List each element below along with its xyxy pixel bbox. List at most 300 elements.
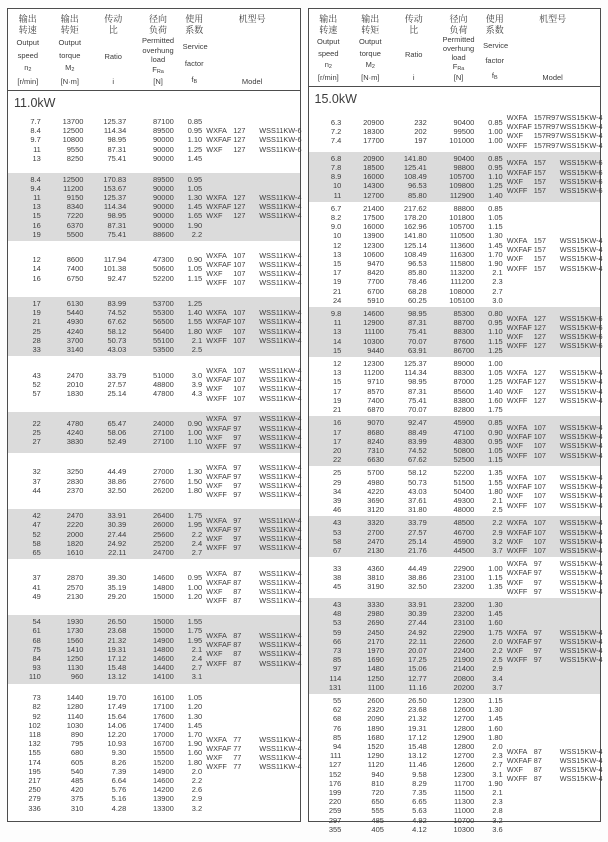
output-speed-cell: 9.0: [330, 222, 342, 232]
output-torque-cell: 2320: [367, 705, 384, 715]
table-row: [309, 797, 507, 806]
ratio-cell: 67.62: [407, 455, 427, 465]
table-row: [309, 309, 507, 318]
output-speed-cell: 21: [333, 286, 342, 296]
model-designation: [506, 518, 603, 528]
overhung-load-cell: 109800: [449, 181, 475, 191]
ratio-cell: 74.52: [107, 308, 127, 318]
table-row: [309, 118, 507, 127]
ratio-cell: 9.30: [111, 748, 127, 758]
overhung-load-cell: 23100: [453, 618, 475, 628]
overhung-load-cell: 15000: [152, 626, 174, 636]
model-prefix: WXF: [506, 386, 523, 396]
model-size: 97: [533, 655, 542, 665]
table-row: [8, 654, 206, 663]
model-type: WSS11KW-4: [259, 462, 302, 472]
column-header-zh: 输出 转矩: [60, 14, 79, 35]
model-designation: [206, 568, 302, 578]
service-factor-cell: 1.75: [187, 626, 203, 636]
model-list: [206, 515, 302, 553]
column-header-zh: 输出 转矩: [361, 14, 380, 35]
output-torque-cell: 555: [371, 806, 384, 816]
service-factor-cell: 1.10: [187, 437, 203, 447]
output-torque-cell: 6700: [367, 286, 384, 296]
model-designation: [506, 322, 603, 332]
column-header-en: overhung: [442, 44, 475, 53]
overhung-load-cell: 113600: [449, 240, 475, 250]
model-list: [506, 627, 603, 665]
service-factor-cell: 1.55: [187, 617, 203, 627]
model-size: 77: [233, 762, 242, 772]
overhung-load-cell: 48800: [152, 379, 174, 389]
ratio-cell: 70.07: [407, 336, 427, 346]
ratio-cell: 22.11: [108, 547, 127, 557]
table-body: [309, 108, 601, 842]
ratio-cell: 19.31: [407, 723, 427, 733]
service-factor-cell: 1.25: [187, 144, 203, 154]
table-row: [309, 600, 507, 609]
ratio-cell: 117.94: [103, 255, 127, 265]
ratio-cell: 19.70: [107, 693, 127, 703]
model-designation: [506, 568, 603, 578]
output-speed-cell: 37: [32, 476, 41, 486]
model-prefix: WXFA: [506, 559, 528, 569]
model-prefix: WXF: [206, 211, 223, 221]
output-speed-cell: 29: [333, 477, 342, 487]
model-type: WSS11KW-4: [259, 278, 302, 288]
rows-block: [8, 573, 206, 601]
model-type: WSS15KW-4: [559, 586, 603, 596]
overhung-load-cell: 26000: [152, 520, 174, 530]
output-torque-cell: 405: [371, 824, 384, 834]
service-factor-cell: 1.75: [488, 405, 503, 415]
output-speed-cell: 14: [32, 264, 41, 274]
output-torque-cell: 1480: [367, 664, 384, 674]
model-designation: [206, 587, 302, 597]
overhung-load-cell: 11000: [454, 806, 475, 816]
overhung-load-cell: 14800: [152, 644, 174, 654]
ratio-cell: 162.96: [403, 222, 427, 232]
overhung-load-cell: 90000: [152, 193, 174, 203]
service-factor-cell: 1.60: [488, 723, 503, 733]
table-row: [309, 437, 507, 446]
output-torque-cell: 13900: [363, 231, 384, 241]
model-type: WSS11KW-4: [259, 743, 302, 753]
table-row: [309, 296, 507, 305]
overhung-load-cell: 105700: [449, 172, 475, 182]
model-designation: [206, 365, 302, 375]
output-speed-cell: 131: [328, 682, 342, 692]
spec-group: [8, 567, 300, 608]
ratio-cell: 78.46: [407, 277, 427, 287]
model-type: WSS11KW-4: [259, 423, 302, 433]
model-type: WSS11KW-4: [259, 202, 302, 212]
table-row: [309, 628, 507, 637]
column-header-en: Ratio: [104, 51, 122, 61]
spec-group: [309, 598, 601, 694]
output-speed-cell: 111: [329, 751, 342, 761]
overhung-load-cell: 116300: [449, 249, 475, 259]
output-speed-cell: 85: [333, 655, 342, 665]
model-size: 127: [233, 211, 246, 221]
output-speed-cell: 68: [333, 714, 342, 724]
ratio-cell: 15.64: [107, 711, 127, 721]
column-unit: [N·m]: [361, 73, 380, 82]
table-row: [8, 592, 206, 601]
output-speed-cell: 97: [333, 664, 342, 674]
model-prefix: WXFA: [506, 518, 528, 528]
ratio-cell: 27.44: [107, 529, 127, 539]
model-prefix: WXFAF: [506, 377, 532, 387]
table-row: [309, 564, 507, 573]
overhung-load-cell: 110500: [449, 231, 475, 241]
output-torque-cell: 810: [371, 778, 384, 788]
model-prefix: WXFA: [206, 308, 227, 318]
overhung-load-cell: 22600: [453, 636, 475, 646]
ratio-cell: 202: [414, 126, 427, 136]
output-speed-cell: 7.8: [330, 163, 342, 173]
output-torque-cell: 8570: [367, 386, 384, 396]
service-factor-cell: 0.95: [488, 318, 503, 328]
table-row: [309, 751, 507, 760]
rows-block: [309, 154, 507, 200]
model-type: WSS15KW-4: [559, 577, 603, 587]
output-speed-cell: 82: [32, 702, 41, 712]
overhung-load-cell: 26400: [152, 511, 174, 521]
overhung-load-cell: 87600: [453, 336, 475, 346]
overhung-load-cell: 115800: [449, 259, 475, 269]
ratio-cell: 108.49: [403, 249, 427, 259]
model-size: 87: [233, 640, 242, 650]
output-speed-cell: 127: [328, 760, 342, 770]
model-prefix: WXFA: [206, 734, 227, 744]
overhung-load-cell: 17400: [152, 720, 174, 730]
overhung-load-cell: 45900: [453, 418, 475, 428]
model-designation: [206, 441, 302, 451]
service-factor-cell: 1.05: [488, 368, 503, 378]
ratio-cell: 63.91: [407, 345, 427, 355]
model-size: 97: [233, 534, 242, 544]
service-factor-cell: 3.6: [492, 824, 503, 834]
ratio-cell: 12.77: [407, 673, 427, 683]
ratio-cell: 43.03: [407, 486, 427, 496]
rows-block: [309, 204, 507, 305]
table-row: [8, 202, 206, 211]
model-prefix: WXFA: [506, 236, 528, 246]
overhung-load-cell: 23200: [453, 582, 475, 592]
table-row: [8, 702, 206, 711]
model-list: [206, 308, 302, 345]
overhung-load-cell: 12600: [453, 705, 475, 715]
column-header-output-speed: [310, 14, 348, 82]
ratio-cell: 9.58: [412, 769, 427, 779]
output-speed-cell: 33: [333, 563, 342, 573]
output-speed-cell: 65: [32, 547, 41, 557]
model-type: WSS15KW-6: [559, 176, 603, 186]
model-list: [206, 365, 302, 403]
output-speed-cell: 25: [32, 428, 41, 438]
output-torque-cell: 3830: [66, 437, 84, 447]
overhung-load-cell: 25600: [152, 529, 174, 539]
model-type: WSS11KW-6: [259, 135, 302, 145]
model-size: 107: [533, 450, 546, 460]
overhung-load-cell: 25200: [152, 538, 174, 548]
overhung-load-cell: 27100: [152, 437, 174, 447]
table-row: [309, 714, 507, 723]
table-row: [309, 770, 507, 779]
model-size: 87: [533, 765, 542, 774]
model-designation: [506, 655, 603, 665]
output-speed-cell: 7.4: [330, 136, 342, 145]
model-prefix: WXF: [506, 176, 523, 186]
model-size: 97: [533, 568, 542, 578]
service-factor-cell: 3.1: [492, 769, 503, 779]
output-torque-cell: 8250: [66, 153, 84, 163]
ratio-cell: 88.49: [407, 427, 427, 437]
output-speed-cell: 6.3: [330, 117, 342, 127]
output-speed-cell: 176: [328, 778, 342, 788]
model-prefix: WXFA: [506, 472, 528, 482]
model-designation: [206, 462, 302, 472]
ratio-cell: 15.48: [407, 742, 427, 751]
service-factor-cell: 1.30: [187, 711, 203, 721]
overhung-load-cell: 24000: [152, 418, 174, 428]
table-row: [309, 655, 507, 664]
spec-group: [8, 297, 300, 356]
column-header-en: Output: [58, 38, 82, 48]
service-factor-cell: 1.90: [488, 778, 503, 788]
model-type: WSS15KW-4: [559, 236, 603, 246]
table-row: [8, 317, 206, 326]
model-type: WSS11KW-4: [259, 432, 302, 442]
spec-table-15kw: [308, 8, 603, 834]
model-prefix: WXFF: [206, 596, 227, 606]
service-factor-cell: 0.85: [488, 117, 503, 127]
table-row: [309, 359, 507, 368]
service-factor-cell: 2.5: [492, 655, 503, 665]
output-speed-cell: 297: [328, 815, 342, 825]
overhung-load-cell: 49300: [453, 495, 475, 505]
overhung-load-cell: 12700: [453, 714, 475, 724]
output-speed-cell: 52: [32, 529, 41, 539]
output-torque-cell: 11200: [363, 368, 384, 378]
overhung-load-cell: 10700: [453, 815, 475, 825]
model-list: [206, 250, 302, 288]
column-header-zh: 径向 负荷: [449, 14, 468, 35]
model-size: 107: [533, 545, 546, 555]
ratio-cell: 4.12: [412, 824, 427, 834]
service-factor-cell: 1.05: [187, 693, 203, 703]
output-speed-cell: 76: [333, 723, 342, 733]
table-row: [309, 618, 507, 627]
model-designation: [506, 586, 603, 596]
service-factor-cell: 2.0: [492, 742, 503, 751]
model-designation: [506, 377, 603, 387]
table-row: [309, 683, 507, 692]
overhung-load-cell: 12900: [453, 732, 475, 742]
ratio-cell: 10.93: [107, 739, 127, 749]
output-torque-cell: 540: [70, 766, 84, 776]
model-prefix: WXFF: [506, 545, 528, 555]
output-torque-cell: 9150: [66, 193, 84, 203]
model-designation: [506, 746, 603, 756]
rows-block: [309, 600, 507, 692]
model-type: WSS11KW-4: [259, 393, 302, 403]
model-prefix: WXF: [506, 332, 523, 342]
model-designation: [506, 450, 603, 460]
service-factor-cell: 1.95: [187, 520, 203, 530]
model-type: WSS11KW-6: [259, 126, 302, 136]
model-size: 97: [533, 586, 542, 596]
model-designation: [206, 211, 302, 221]
model-designation: [206, 515, 302, 525]
output-speed-cell: 58: [333, 536, 342, 546]
output-speed-cell: 13: [333, 368, 342, 378]
output-speed-cell: 41: [32, 582, 41, 592]
model-size: 127: [233, 202, 246, 212]
column-header-en: torque: [359, 48, 381, 58]
column-header-zh: 机型号: [539, 14, 567, 24]
model-type: WSS15KW-4: [559, 254, 603, 264]
output-speed-cell: 19: [333, 395, 342, 405]
output-speed-cell: 12: [333, 240, 342, 250]
output-speed-cell: 42: [32, 511, 41, 521]
model-size: 107: [233, 269, 246, 279]
output-speed-cell: 33: [32, 345, 41, 355]
ratio-cell: 74.52: [407, 445, 427, 455]
column-unit: [r/min]: [317, 73, 339, 82]
output-torque-cell: 4240: [66, 326, 84, 336]
service-factor-cell: 2.0: [492, 636, 503, 646]
model-prefix: WXFF: [506, 500, 528, 510]
ratio-cell: 50.73: [107, 335, 127, 345]
model-prefix: WXFAF: [206, 471, 232, 481]
table-row: [309, 387, 507, 396]
output-torque-cell: 3250: [66, 467, 84, 477]
table-row: [309, 136, 507, 145]
model-type: WSS11KW-4: [259, 578, 302, 587]
column-header-en: Service: [483, 41, 509, 50]
model-designation: [506, 186, 603, 196]
output-speed-cell: 259: [328, 806, 342, 816]
model-type: WSS11KW-4: [259, 649, 302, 659]
column-header-ratio: [393, 14, 434, 82]
ratio-cell: 98.95: [407, 377, 427, 387]
overhung-load-cell: 105100: [449, 295, 475, 305]
output-speed-cell: 114: [329, 673, 342, 683]
table-row: [309, 779, 507, 788]
service-factor-cell: 3.1: [191, 672, 203, 682]
rows-block: [309, 418, 507, 464]
model-designation: [206, 135, 302, 145]
column-header-service-factor: [183, 14, 206, 86]
table-row: [8, 145, 206, 154]
ratio-cell: 75.41: [107, 153, 127, 163]
model-prefix: WXFAF: [506, 322, 532, 332]
output-torque-cell: 2370: [66, 485, 84, 495]
ratio-cell: 96.53: [407, 259, 427, 269]
output-speed-cell: 155: [28, 748, 41, 758]
ratio-cell: 5.16: [111, 794, 127, 804]
table-row: [309, 377, 507, 386]
overhung-load-cell: 23200: [453, 599, 475, 609]
output-speed-cell: 52: [32, 379, 41, 389]
output-torque-cell: 3330: [367, 599, 384, 609]
service-factor-cell: 1.00: [488, 563, 503, 573]
model-type: WSS15KW-6: [559, 158, 603, 168]
model-type: WSS11KW-4: [259, 269, 302, 279]
overhung-load-cell: 44500: [453, 545, 475, 555]
model-prefix: WXFF: [506, 186, 528, 196]
model-prefix: WXFAF: [506, 122, 532, 132]
output-speed-cell: 16: [32, 220, 41, 230]
output-torque-cell: 7220: [66, 211, 84, 221]
table-row: [8, 126, 206, 135]
model-prefix: WXF: [206, 269, 223, 279]
table-row: [309, 518, 507, 527]
output-speed-cell: 13: [32, 153, 41, 163]
model-designation: [206, 640, 302, 650]
table-row: [309, 546, 507, 555]
overhung-load-cell: 105700: [449, 222, 475, 232]
column-unit: [N]: [453, 73, 464, 82]
ratio-cell: 27.57: [107, 379, 127, 389]
overhung-load-cell: 52200: [152, 273, 174, 283]
output-torque-cell: 1290: [367, 751, 384, 761]
model-type: WSS11KW-6: [259, 144, 302, 154]
table-row: [309, 788, 507, 797]
model-prefix: WXFF: [206, 278, 227, 288]
ratio-cell: 96.53: [407, 181, 427, 191]
table-row: [8, 193, 206, 202]
model-list: [206, 193, 302, 221]
ratio-cell: 6.64: [111, 776, 127, 786]
table-row: [309, 191, 507, 200]
ratio-cell: 23.68: [107, 626, 127, 636]
ratio-cell: 125.14: [403, 240, 427, 250]
service-factor-cell: 0.80: [488, 309, 503, 319]
table-row: [8, 730, 206, 739]
table-row: [309, 213, 507, 222]
column-header-en: factor: [485, 56, 505, 65]
ratio-cell: 108.49: [403, 172, 427, 182]
model-designation: [206, 278, 302, 288]
table-row: [309, 609, 507, 618]
output-speed-cell: 53: [333, 618, 342, 628]
ratio-cell: 101.38: [103, 264, 127, 274]
output-speed-cell: 38: [333, 572, 342, 582]
service-factor-cell: 2.7: [191, 663, 203, 673]
output-speed-cell: 11: [33, 144, 41, 154]
table-row: [309, 405, 507, 414]
rows-block: [8, 617, 206, 681]
ratio-cell: 153.67: [103, 183, 127, 193]
output-speed-cell: 20: [333, 445, 342, 455]
column-header-en: factor: [184, 58, 204, 68]
model-prefix: WXFA: [506, 422, 528, 432]
overhung-load-cell: 90000: [152, 202, 174, 212]
overhung-load-cell: 53500: [152, 345, 174, 355]
service-factor-cell: 0.90: [187, 255, 203, 265]
model-designation: [506, 627, 603, 637]
output-torque-cell: 8600: [66, 255, 84, 265]
table-row: [309, 241, 507, 250]
model-designation: [506, 577, 603, 587]
table-row: [8, 794, 206, 803]
model-type: WSS15KW-4: [559, 645, 603, 655]
model-prefix: WXFAF: [206, 524, 232, 534]
model-prefix: WXFA: [506, 627, 528, 637]
